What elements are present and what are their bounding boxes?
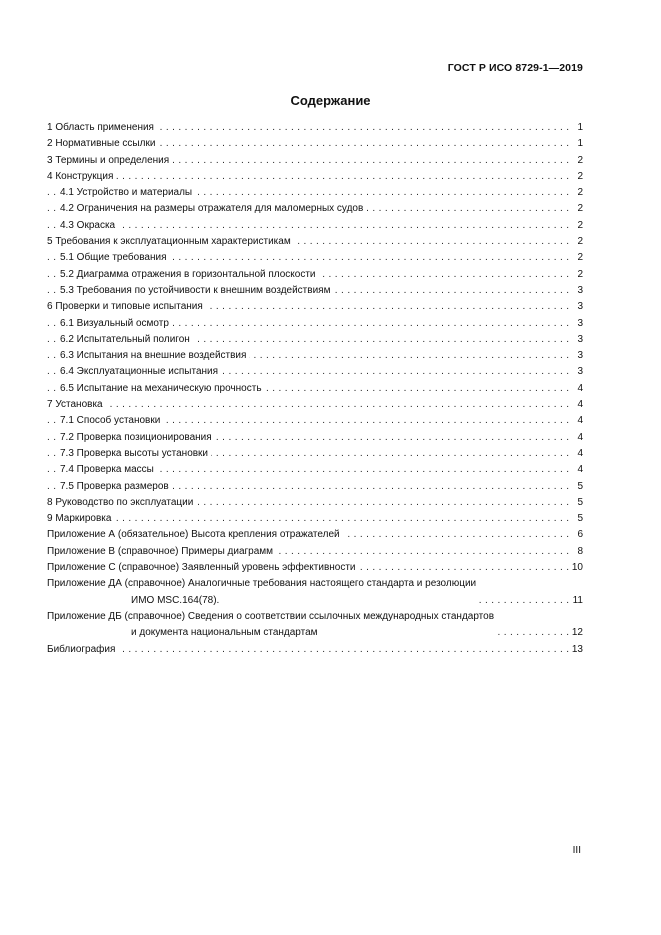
toc-entry[interactable] bbox=[47, 153, 583, 169]
toc-entry-page: 3 bbox=[574, 364, 583, 380]
toc-entry-label-line2: ИМО MSC.164(78). bbox=[131, 594, 220, 606]
toc-entry-label: 6.1 Визуальный осмотр bbox=[60, 316, 172, 332]
toc-entry[interactable] bbox=[47, 316, 583, 332]
toc-entry-label: 5.3 Требования по устойчивости к внешним воздействиям bbox=[60, 283, 333, 299]
toc-entry-page: 5 bbox=[574, 511, 583, 527]
toc-entry[interactable] bbox=[47, 479, 583, 495]
toc-entry-page: 3 bbox=[574, 332, 583, 348]
toc-entry[interactable] bbox=[47, 544, 583, 560]
toc-entry-page: 4 bbox=[574, 446, 583, 462]
toc-entry[interactable] bbox=[47, 201, 583, 217]
toc-entry-label: 1 Область применения bbox=[47, 120, 157, 136]
toc-entry[interactable] bbox=[47, 381, 583, 397]
toc-entry[interactable] bbox=[47, 283, 583, 299]
toc-entry-label: 7 Установка bbox=[47, 397, 106, 413]
toc-entry-label bbox=[47, 576, 479, 609]
toc-entry[interactable] bbox=[47, 136, 583, 152]
toc-entry-page: 4 bbox=[574, 430, 583, 446]
toc-entry-page: 10 bbox=[569, 560, 583, 576]
toc-entry-label: 4 Конструкция bbox=[47, 169, 116, 185]
toc-entry-page: 13 bbox=[569, 642, 583, 658]
toc-entry[interactable] bbox=[47, 560, 583, 576]
toc-entry[interactable] bbox=[47, 413, 583, 429]
page-number: III bbox=[572, 845, 581, 856]
toc-entry[interactable] bbox=[47, 462, 583, 478]
toc-entry[interactable] bbox=[47, 120, 583, 136]
toc-entry-label-line1: Приложение ДА (справочное) Аналогичные требования настоящего стандарта и резолюции bbox=[47, 578, 477, 590]
toc-entry-label: Библиография bbox=[47, 642, 118, 658]
toc-entry-page: 5 bbox=[574, 495, 583, 511]
toc-entry-label: 5.2 Диаграмма отражения в горизонтальной плоскости bbox=[60, 267, 319, 283]
toc-entry-page: 2 bbox=[574, 234, 583, 250]
toc-entry-page: 5 bbox=[574, 479, 583, 495]
toc-entry[interactable] bbox=[47, 234, 583, 250]
toc-entry[interactable] bbox=[47, 609, 583, 642]
toc-entry-label: 7.2 Проверка позиционирования bbox=[60, 430, 215, 446]
toc-entry-label: 6.4 Эксплуатационные испытания bbox=[60, 364, 221, 380]
toc-entry-label: 6.5 Испытание на механическую прочность bbox=[60, 381, 265, 397]
toc-entry[interactable] bbox=[47, 169, 583, 185]
toc-entry-page: 4 bbox=[574, 397, 583, 413]
toc-entry[interactable] bbox=[47, 348, 583, 364]
toc-entry-page: 2 bbox=[574, 153, 583, 169]
toc-entry-label bbox=[47, 609, 497, 642]
toc-entry-label: Приложение А (обязательное) Высота крепления отражателей bbox=[47, 527, 343, 543]
toc-entry[interactable] bbox=[47, 495, 583, 511]
toc-entry[interactable] bbox=[47, 267, 583, 283]
toc-entry-label: 3 Термины и определения bbox=[47, 153, 172, 169]
toc-entry-label: 4.3 Окраска bbox=[60, 218, 118, 234]
toc-entry[interactable] bbox=[47, 299, 583, 315]
toc-entry-label: 4.1 Устройство и материалы bbox=[60, 185, 195, 201]
toc-entry[interactable] bbox=[47, 397, 583, 413]
toc-entry-page: 2 bbox=[574, 185, 583, 201]
toc-entry-label-line2: и документа национальным стандартам bbox=[131, 627, 318, 639]
toc-entry-label: 7.5 Проверка размеров bbox=[60, 479, 172, 495]
document-header-code: ГОСТ Р ИСО 8729-1—2019 bbox=[447, 62, 583, 74]
toc-entry-label-line1: Приложение ДБ (справочное) Сведения о соответствии ссылочных международных стандартов bbox=[47, 610, 495, 622]
toc-entry-label: 7.1 Способ установки bbox=[60, 413, 163, 429]
toc-entry-page: 2 bbox=[574, 201, 583, 217]
toc-entry-label: 6 Проверки и типовые испытания bbox=[47, 299, 206, 315]
toc-entry[interactable] bbox=[47, 185, 583, 201]
toc-entry-label: 8 Руководство по эксплуатации bbox=[47, 495, 196, 511]
toc-entry-page: 3 bbox=[574, 299, 583, 315]
toc-entry-label: Приложение В (справочное) Примеры диаграмм bbox=[47, 544, 276, 560]
toc-entry[interactable] bbox=[47, 642, 583, 658]
toc-entry[interactable] bbox=[47, 576, 583, 609]
toc-entry-page: 2 bbox=[574, 169, 583, 185]
toc-entry-page: 8 bbox=[574, 544, 583, 560]
toc-entry-page: 4 bbox=[574, 413, 583, 429]
toc-entry-page: 4 bbox=[574, 462, 583, 478]
toc-entry-label: Приложение С (справочное) Заявленный уровень эффективности bbox=[47, 560, 359, 576]
toc-entry-page: 3 bbox=[574, 316, 583, 332]
toc-entry[interactable] bbox=[47, 430, 583, 446]
toc-entry-page: 2 bbox=[574, 218, 583, 234]
toc-entry-label: 7.4 Проверка массы bbox=[60, 462, 157, 478]
toc-entry-page: 1 bbox=[574, 136, 583, 152]
toc-entry[interactable] bbox=[47, 446, 583, 462]
toc-entry[interactable] bbox=[47, 218, 583, 234]
toc-entry-label: 5.1 Общие требования bbox=[60, 250, 170, 266]
toc-entry-label: 2 Нормативные ссылки bbox=[47, 136, 158, 152]
toc-entry-page: 4 bbox=[574, 381, 583, 397]
table-of-contents bbox=[47, 120, 583, 658]
toc-entry[interactable] bbox=[47, 250, 583, 266]
toc-entry-page: 2 bbox=[574, 267, 583, 283]
toc-entry-label: 7.3 Проверка высоты установки bbox=[60, 446, 211, 462]
toc-entry-page: 3 bbox=[574, 348, 583, 364]
toc-entry[interactable] bbox=[47, 364, 583, 380]
toc-entry-label: 6.3 Испытания на внешние воздействия bbox=[60, 348, 249, 364]
toc-entry-label: 5 Требования к эксплуатационным характеристикам bbox=[47, 234, 294, 250]
toc-entry-page: 11 bbox=[570, 593, 583, 609]
toc-entry-label: 6.2 Испытательный полигон bbox=[60, 332, 193, 348]
toc-entry-page: 6 bbox=[574, 527, 583, 543]
toc-entry-label: 9 Маркировка bbox=[47, 511, 114, 527]
page-title: Содержание bbox=[290, 93, 371, 108]
toc-entry[interactable] bbox=[47, 332, 583, 348]
toc-entry-page: 12 bbox=[569, 625, 583, 641]
toc-entry-page: 2 bbox=[574, 250, 583, 266]
toc-entry-page: 3 bbox=[574, 283, 583, 299]
toc-entry-label: 4.2 Ограничения на размеры отражателя для маломерных судов bbox=[60, 201, 366, 217]
toc-entry-page: 1 bbox=[574, 120, 583, 136]
toc-entry[interactable] bbox=[47, 511, 583, 527]
toc-entry[interactable] bbox=[47, 527, 583, 543]
